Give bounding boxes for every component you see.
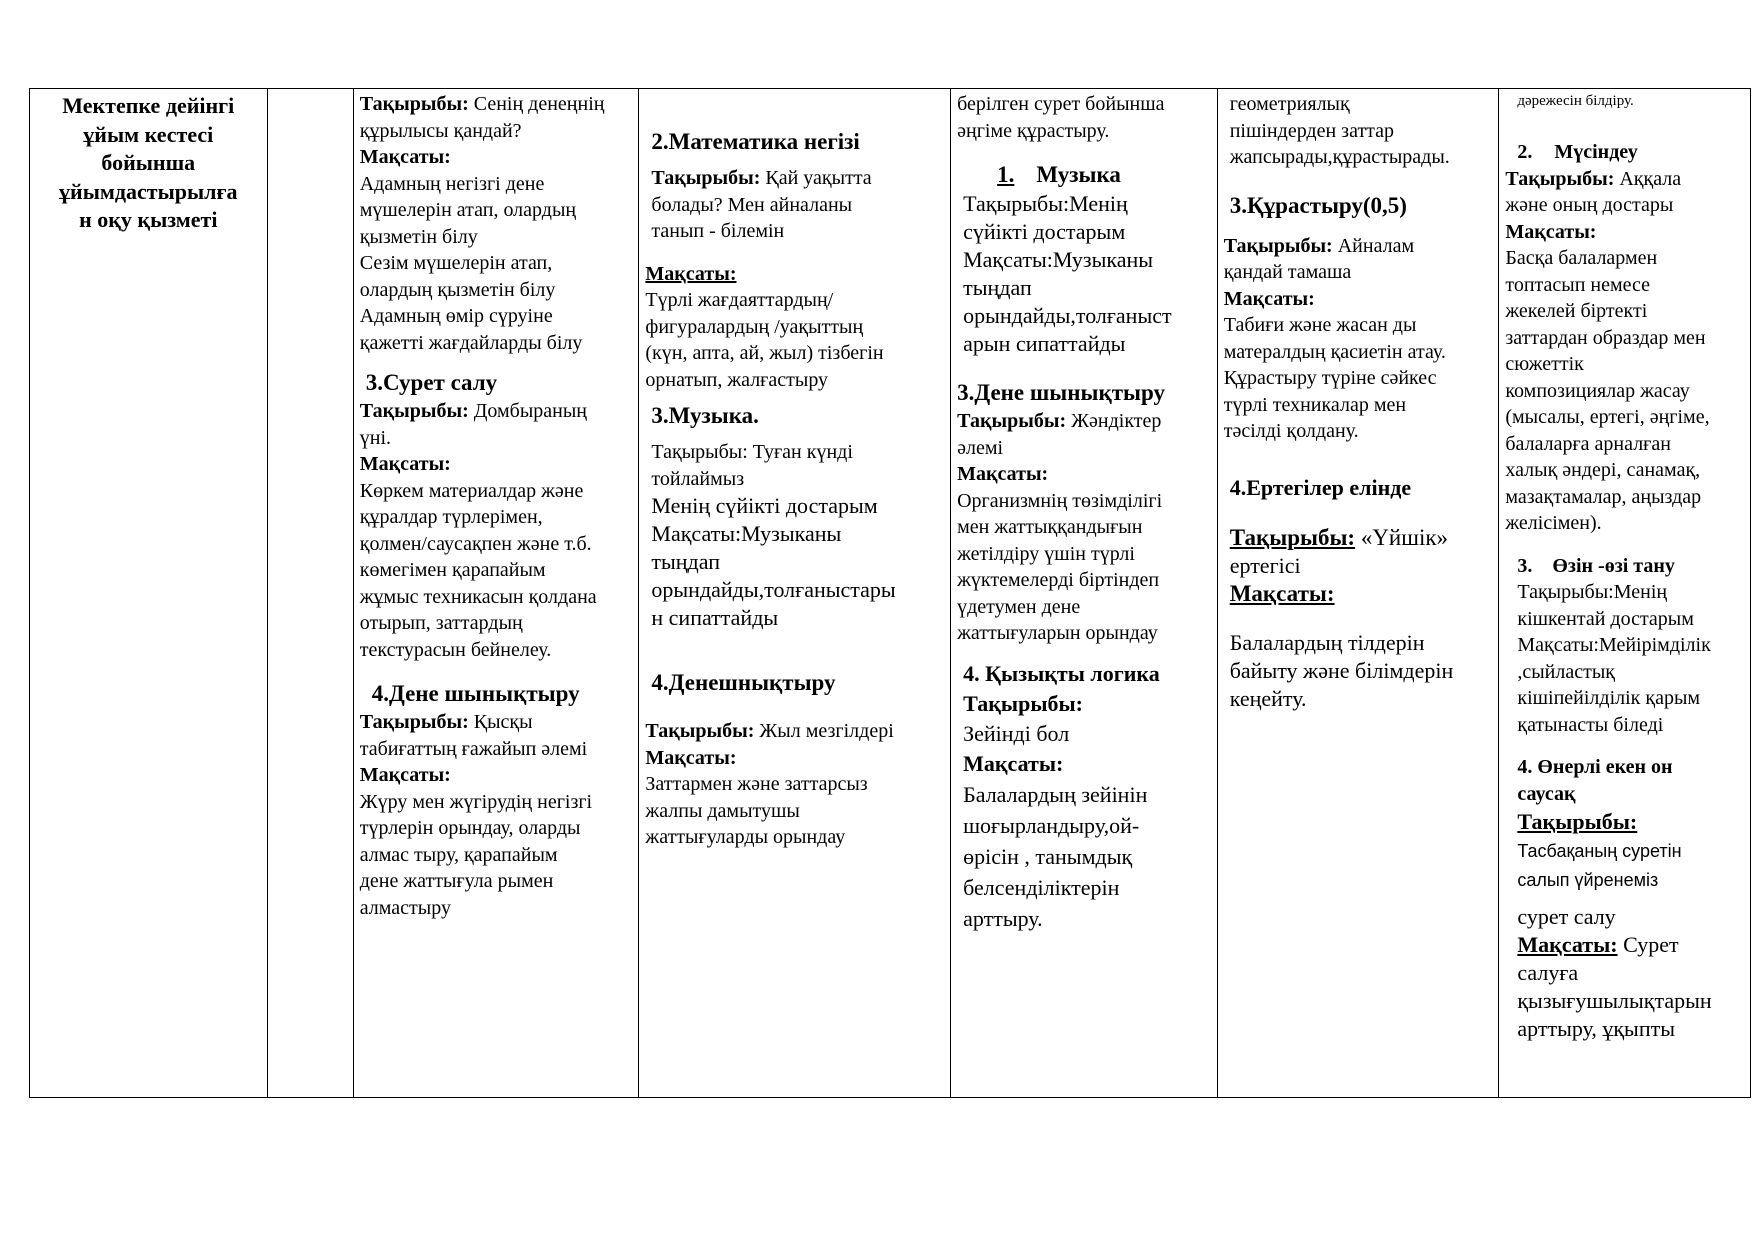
activity-heading: 3.Сурет салу — [365, 370, 498, 395]
goal-text: (мысалы, ертегі, әңгіме, — [1505, 406, 1710, 428]
goal-text: алмастыру — [359, 896, 451, 919]
goal-text: Адамның негізгі дене — [359, 172, 545, 195]
activity-heading: 4. Қызықты логика — [963, 660, 1160, 686]
topic-label: Тақырыбы: — [963, 690, 1084, 716]
plan-table — [29, 88, 1751, 1098]
topic-label: Тақырыбы: — [1517, 809, 1638, 834]
day-cell-4 — [1217, 89, 1499, 1098]
row-header-line: бойынша — [101, 150, 196, 175]
goal-text: геометриялық — [1229, 93, 1350, 115]
topic-text: табиғаттың ғажайып әлемі — [359, 737, 588, 760]
goal-text: Балалардың зейінін — [963, 781, 1148, 807]
goal-text: алмас тыру, қарапайым — [359, 843, 558, 866]
topic-text: Домбыраның — [468, 400, 587, 422]
topic-text: Тасбақаның суретін — [1517, 841, 1682, 861]
topic-text: Зейінді бол — [963, 720, 1070, 746]
goal-text: Көркем материалдар және — [359, 479, 584, 502]
goal-text: құралдар түрлерімен, — [359, 506, 543, 528]
day-cell-2 — [639, 89, 951, 1098]
topic-text: құрылысы қандай? — [359, 119, 522, 142]
goal-text: мен жаттыққандығын — [957, 516, 1143, 538]
goal-text: шоғырландыру,ой- — [963, 812, 1140, 838]
goal-text: Адамның өмір сүруіне — [359, 305, 553, 327]
goal-text: жекелей біртекті — [1505, 300, 1648, 322]
goal-text: сюжеттік — [1505, 353, 1584, 375]
goal-text: арттыру. — [963, 905, 1043, 931]
goal-text: тыңдап — [963, 275, 1032, 300]
topic-text: кішкентай достарым — [1517, 607, 1694, 630]
goal-label: Мақсаты: — [645, 262, 737, 285]
row-header-line: н оқу қызметі — [79, 207, 218, 232]
goal-text: орнатып, жалғастыру — [645, 368, 829, 391]
goal-text: арттыру, ұқыпты — [1517, 1016, 1675, 1041]
goal-text: композициялар жасау — [1505, 379, 1690, 402]
activity-heading: 3.Құрастыру(0,5) — [1229, 192, 1407, 218]
goal-text: Заттармен және заттарсыз — [645, 773, 868, 795]
goal-text: халық әндері, санамақ, — [1505, 459, 1701, 481]
goal-label: Мақсаты: — [359, 453, 451, 475]
goal-text: Жүру мен жүгірудің негізгі — [359, 790, 593, 813]
goal-text: отырып, заттардың — [359, 612, 523, 634]
activity-heading: 4.Дене шынықтыру — [371, 681, 580, 706]
goal-text: Мақсаты:Мейірімділік — [1517, 634, 1711, 656]
goal-label: Мақсаты: — [1517, 932, 1618, 957]
topic-label: Тақырыбы: — [645, 720, 755, 742]
goal-label: Мақсаты: — [1223, 287, 1315, 310]
goal-text: заттардан образдар мен — [1505, 326, 1706, 349]
topic-label: Тақырыбы: — [957, 410, 1067, 432]
goal-text: жетілдіру үшін түрлі — [957, 542, 1135, 565]
goal-text: (күн, апта, ай, жыл) тізбегін — [645, 342, 884, 364]
goal-text: олардың қызметін білу — [359, 278, 556, 301]
goal-text: түрлі техникалар мен — [1223, 393, 1407, 416]
goal-text: пішіндерден заттар — [1229, 119, 1395, 142]
topic-text: Аққала — [1614, 167, 1682, 190]
goal-label: Мақсаты: — [1505, 220, 1597, 243]
goal-text: Балалардың тілдерін — [1229, 629, 1425, 655]
topic-text: Тақырыбы: Туған күнді — [651, 441, 853, 463]
goal-text: жалпы дамытушы — [645, 799, 800, 822]
activity-heading: 4.Ертегілер елінде — [1229, 474, 1412, 500]
goal-text: өрісін , танымдық — [963, 843, 1133, 869]
goal-text: орындайды,толғаныстары — [651, 577, 896, 602]
goal-text: Мақсаты:Музыканы — [651, 521, 842, 546]
goal-text: матералдың қасиетін атау. — [1223, 340, 1446, 363]
topic-text: Жыл мезгілдері — [754, 720, 894, 742]
topic-label: Тақырыбы: — [359, 93, 469, 115]
table-row — [30, 89, 1751, 1098]
goal-text: жаттығуларын орындау — [957, 622, 1158, 644]
activity-heading: Музыка — [1036, 162, 1121, 187]
goal-text: дене жаттығула рымен — [359, 870, 554, 892]
topic-label: Тақырыбы: — [651, 167, 761, 189]
topic-text: Жәндіктер — [1066, 410, 1162, 432]
goal-text: арын сипаттайды — [963, 331, 1126, 356]
topic-text: үні. — [359, 426, 391, 449]
goal-text: қызығушылықтарын — [1517, 988, 1712, 1013]
goal-text: жұмыс техникасын қолдана — [359, 585, 597, 608]
topic-text: Сенің денеңнің — [468, 93, 605, 115]
goal-text: Табиғи және жасан ды — [1223, 314, 1417, 336]
topic-text: сүйікті достарым — [963, 219, 1126, 244]
goal-label: Мақсаты: — [359, 764, 451, 786]
goal-text: берілген сурет бойынша — [957, 93, 1165, 115]
activity-heading: 2.Математика негізі — [651, 129, 860, 154]
row-header-cell — [30, 89, 268, 1098]
day-cell-1 — [353, 89, 639, 1098]
activity-heading: Өзін -өзі тану — [1552, 554, 1675, 577]
goal-text: байыту және білімдерін — [1229, 657, 1454, 683]
goal-text: тыңдап — [651, 549, 721, 574]
goal-text: қолмен/саусақпен және т.б. — [359, 532, 592, 555]
goal-label: Мақсаты: — [1229, 580, 1335, 606]
goal-text: қызметін білу — [359, 225, 478, 248]
goal-label: Мақсаты: — [359, 146, 451, 168]
topic-label: Тақырыбы: — [1223, 234, 1333, 257]
goal-text: фигуралардың /уақыттың — [645, 315, 864, 338]
topic-label: Тақырыбы: — [359, 400, 469, 422]
goal-text: текстурасын бейнелеу. — [359, 638, 552, 661]
topic-label: Тақырыбы: — [1505, 167, 1615, 190]
goal-text: Басқа балалармен — [1505, 247, 1658, 269]
goal-text: жапсырады,құрастырады. — [1229, 146, 1450, 168]
goal-text: топтасып немесе — [1505, 273, 1651, 296]
goal-text: Сурет — [1617, 932, 1679, 957]
goal-text: қатынасты біледі — [1517, 713, 1664, 736]
topic-text: Тақырыбы:Менің — [1517, 581, 1668, 603]
activity-heading: Мүсіндеу — [1554, 141, 1638, 163]
empty-cell — [267, 89, 353, 1098]
activity-heading: 4. Өнерлі екен он — [1517, 756, 1673, 778]
goal-text: көмегімен қарапайым — [359, 559, 546, 581]
activity-heading: саусақ — [1517, 782, 1576, 805]
topic-text: танып - білемін — [651, 220, 785, 242]
goal-label: Мақсаты: — [957, 463, 1049, 485]
goal-text: Сезім мүшелерін атап, — [359, 252, 553, 274]
row-header-line: Мектепке дейінгі — [62, 93, 235, 118]
row-header-line: ұйым кестесі — [83, 121, 214, 147]
goal-text: белсенділіктерін — [963, 874, 1120, 900]
topic-text: болады? Мен айналаны — [651, 193, 853, 216]
goal-text: мүшелерін атап, олардың — [359, 199, 577, 221]
goal-text: үдетумен дене — [957, 595, 1081, 618]
goal-text: салуға — [1517, 960, 1579, 985]
list-number: 1. — [997, 162, 1015, 187]
goal-text: орындайды,толғаныст — [963, 303, 1172, 328]
topic-text: сурет салу — [1517, 904, 1616, 929]
goal-text: н сипаттайды — [651, 605, 779, 630]
row-header-line: ұйымдастырылға — [59, 178, 238, 204]
goal-text: кішіпейілділік қарым — [1517, 687, 1701, 709]
goal-text: кеңейту. — [1229, 685, 1307, 711]
goal-text: Түрлі жағдаяттардың/ — [645, 289, 834, 311]
topic-text: қандай тамаша — [1223, 261, 1352, 283]
list-number: 2. — [1517, 141, 1533, 163]
goal-text: балаларға арналған — [1505, 432, 1671, 455]
list-number: 3. — [1517, 554, 1533, 577]
goal-text: дәрежесін білдіру. — [1517, 93, 1634, 109]
activity-heading: 3.Дене шынықтыру — [957, 380, 1165, 405]
goal-text: жүктемелерді біртіндеп — [957, 569, 1160, 591]
day-cell-3 — [951, 89, 1218, 1098]
topic-text: Қай уақытта — [760, 167, 872, 189]
goal-text: Организмнің төзімділігі — [957, 489, 1163, 512]
topic-text: Айналам — [1332, 234, 1415, 257]
activity-heading: 3.Музыка. — [651, 403, 759, 428]
goal-label: Мақсаты: — [645, 746, 737, 769]
topic-text: Тақырыбы:Менің — [963, 191, 1128, 216]
topic-text: Қысқы — [468, 711, 533, 733]
topic-label: Тақырыбы: — [1229, 524, 1356, 550]
goal-text: жаттығуларды орындау — [645, 826, 846, 848]
goal-text: әңгіме құрастыру. — [957, 119, 1110, 142]
goal-label: Мақсаты: — [963, 750, 1064, 776]
topic-text: Менің сүйікті достарым — [651, 493, 878, 518]
goal-text: тәсілді қолдану. — [1223, 420, 1359, 442]
goal-text: түрлерін орындау, оларды — [359, 817, 581, 839]
goal-text: Мақсаты:Музыканы — [963, 247, 1154, 272]
topic-text: және оның достары — [1505, 194, 1674, 216]
topic-text: ертегісі — [1229, 552, 1301, 578]
goal-text: ,сыйластық — [1517, 660, 1616, 683]
activity-heading: 4.Денешнықтыру — [651, 670, 836, 695]
goal-text: мазақтамалар, аңыздар — [1505, 485, 1702, 508]
goal-text: қажетті жағдайларды білу — [359, 331, 583, 354]
topic-label: Тақырыбы: — [359, 711, 469, 733]
topic-text: тойлаймыз — [651, 467, 745, 490]
topic-text: «Үйшік» — [1355, 524, 1449, 550]
goal-text: желісімен). — [1505, 512, 1602, 534]
topic-text: салып үйренеміз — [1517, 870, 1659, 890]
topic-text: әлемі — [957, 436, 1004, 459]
goal-text: Құрастыру түріне сәйкес — [1223, 367, 1437, 389]
day-cell-5 — [1499, 89, 1751, 1098]
